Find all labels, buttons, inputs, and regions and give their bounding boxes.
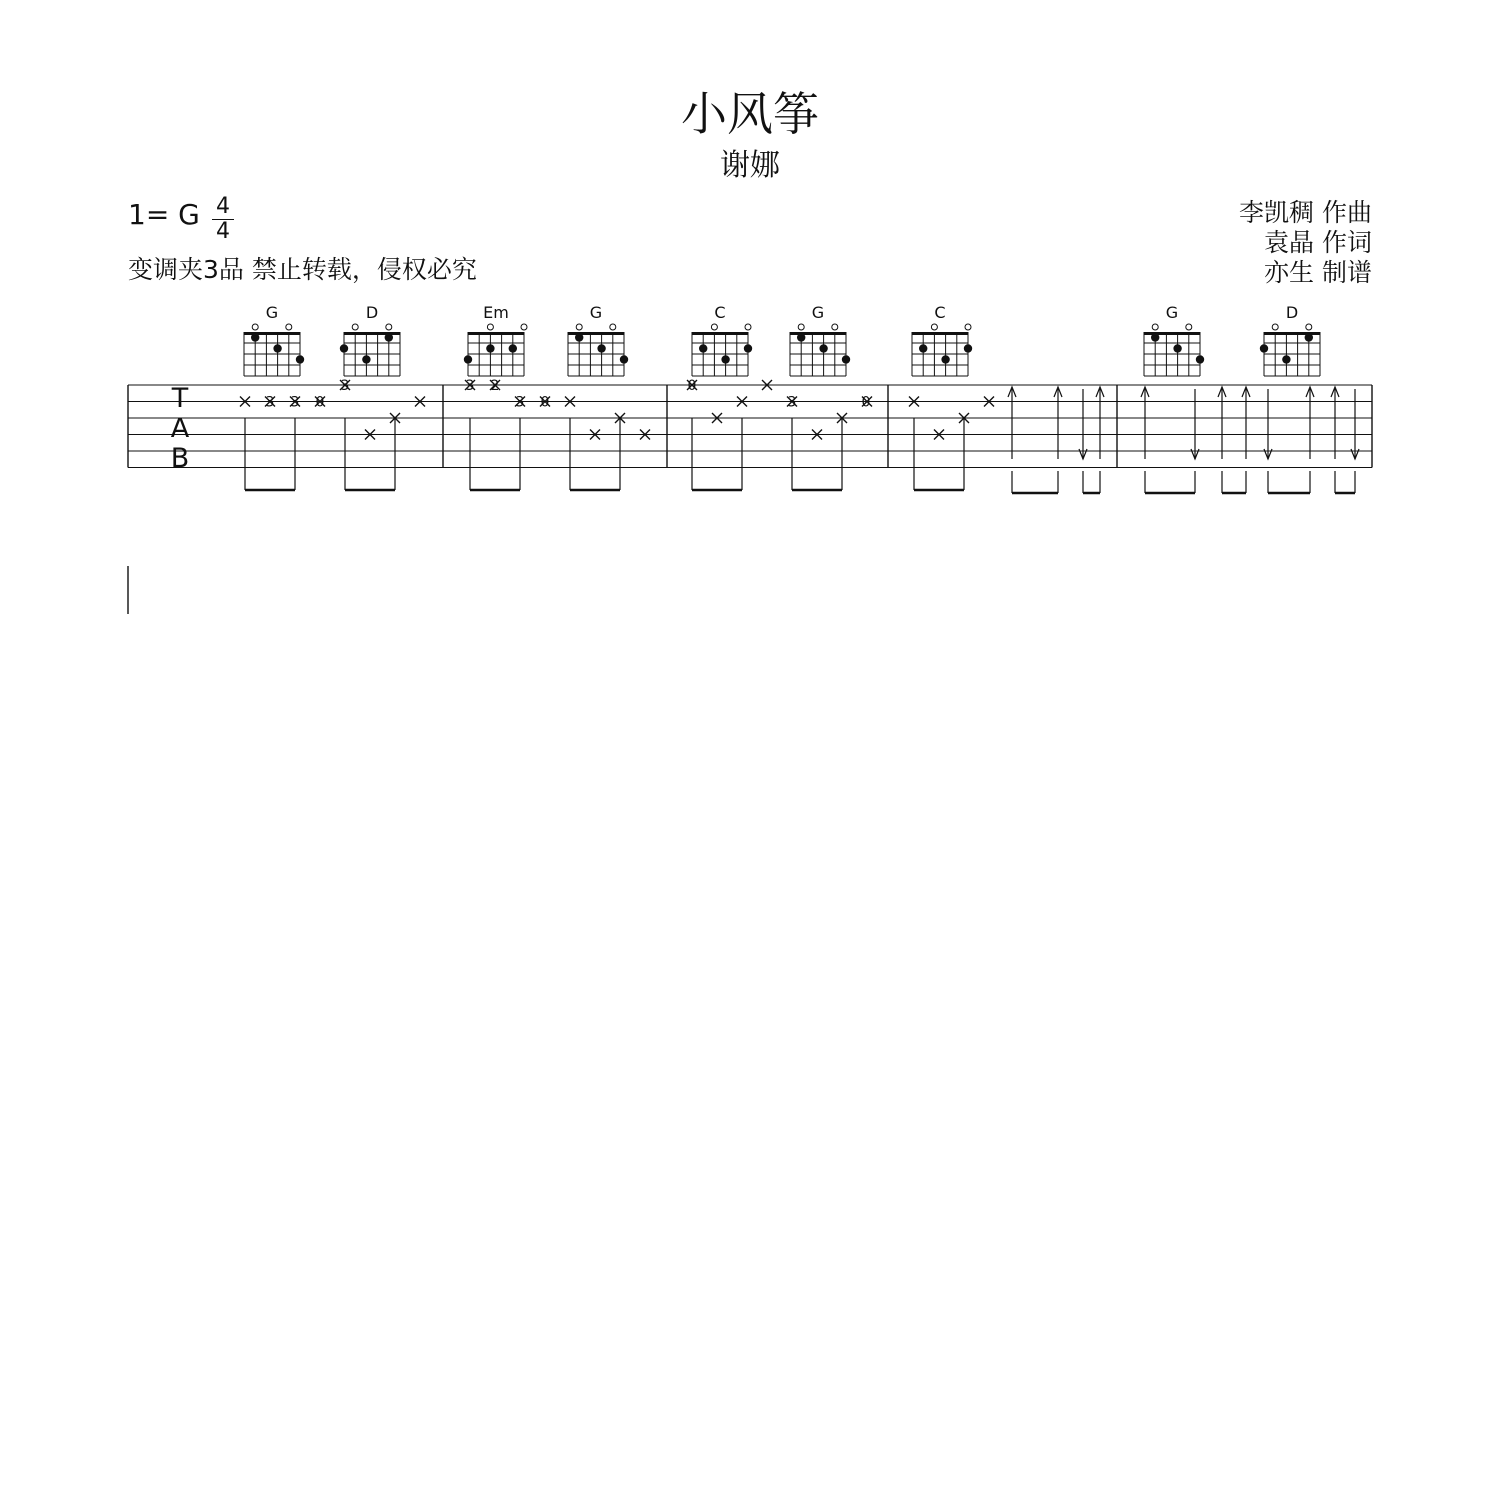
capo-note: 变调夹3品 禁止转载，侵权必究 — [128, 255, 477, 284]
composer-credit: 李凯稠 作曲 — [1239, 198, 1372, 227]
chord-name: D — [1285, 303, 1299, 322]
tab-fret-number: 0 — [315, 394, 325, 411]
chord-diagram-0-7 — [1144, 303, 1204, 376]
tab-fret-number: 0 — [687, 378, 697, 394]
chord-diagram-0-5 — [790, 303, 850, 376]
finger-dot — [964, 344, 972, 352]
tab-fret-number: 3 — [515, 394, 525, 411]
open-string-mark — [931, 324, 937, 330]
finger-dot — [296, 355, 304, 363]
tab-fret-number: 3 — [465, 378, 475, 394]
open-string-mark — [745, 324, 751, 330]
chord-diagram-0-0 — [244, 303, 304, 376]
tab-clef-T: T — [171, 383, 189, 414]
open-string-mark — [1306, 324, 1312, 330]
artist-name: 谢娜 — [720, 148, 780, 183]
chord-nut — [912, 332, 968, 335]
finger-dot — [721, 355, 729, 363]
tab-fret-number: 3 — [787, 394, 797, 411]
finger-dot — [1282, 355, 1290, 363]
time-numerator: 4 — [216, 194, 230, 219]
finger-dot — [464, 355, 472, 363]
transcriber-credit: 亦生 制谱 — [1264, 258, 1372, 287]
finger-dot — [842, 355, 850, 363]
chord-name: C — [714, 303, 726, 322]
tab-clef-B: B — [170, 443, 190, 474]
tab-fret-number: 3 — [290, 394, 300, 411]
chord-name: G — [811, 303, 825, 322]
finger-dot — [1151, 333, 1159, 341]
finger-dot — [941, 355, 949, 363]
chord-diagram-0-3 — [568, 303, 628, 376]
chord-diagram-0-2 — [464, 303, 527, 376]
open-string-mark — [487, 324, 493, 330]
open-string-mark — [1152, 324, 1158, 330]
finger-dot — [273, 344, 281, 352]
tab-fret-number: 3 — [265, 394, 275, 411]
open-string-mark — [965, 324, 971, 330]
finger-dot — [597, 344, 605, 352]
tab-fret-number: 0 — [540, 394, 550, 411]
finger-dot — [251, 333, 259, 341]
finger-dot — [385, 333, 393, 341]
open-string-mark — [286, 324, 292, 330]
chord-name: G — [1165, 303, 1179, 322]
chord-name: D — [365, 303, 379, 322]
finger-dot — [1305, 333, 1313, 341]
chord-diagram-0-4 — [692, 303, 752, 376]
chord-diagram-0-6 — [912, 303, 972, 376]
open-string-mark — [352, 324, 358, 330]
open-string-mark — [252, 324, 258, 330]
finger-dot — [1196, 355, 1204, 363]
chord-name: Em — [483, 303, 509, 322]
open-string-mark — [798, 324, 804, 330]
finger-dot — [340, 344, 348, 352]
finger-dot — [797, 333, 805, 341]
open-string-mark — [386, 324, 392, 330]
finger-dot — [1260, 344, 1268, 352]
chord-diagram-0-8 — [1260, 303, 1320, 376]
song-title: 小风筝 — [681, 87, 819, 141]
tab-fret-number: 3 — [340, 378, 350, 394]
chord-nut — [692, 332, 748, 335]
open-string-mark — [521, 324, 527, 330]
time-denominator: 4 — [216, 219, 230, 244]
open-string-mark — [576, 324, 582, 330]
finger-dot — [919, 344, 927, 352]
finger-dot — [699, 344, 707, 352]
chord-nut — [468, 332, 524, 335]
open-string-mark — [610, 324, 616, 330]
strum-pattern-0 — [1008, 387, 1359, 493]
open-string-mark — [832, 324, 838, 330]
open-string-mark — [1272, 324, 1278, 330]
finger-dot — [362, 355, 370, 363]
tab-clef-A: A — [170, 413, 190, 444]
finger-dot — [1173, 344, 1181, 352]
chord-diagram-0-1 — [340, 303, 400, 376]
finger-dot — [486, 344, 494, 352]
finger-dot — [744, 344, 752, 352]
chord-name: G — [265, 303, 279, 322]
open-string-mark — [1186, 324, 1192, 330]
tab-fret-number: 2 — [490, 378, 500, 394]
finger-dot — [819, 344, 827, 352]
chord-name: G — [589, 303, 603, 322]
chord-name: C — [934, 303, 946, 322]
open-string-mark — [711, 324, 717, 330]
lyricist-credit: 袁晶 作词 — [1264, 228, 1372, 257]
tab-fret-number: 0 — [861, 394, 871, 411]
finger-dot — [575, 333, 583, 341]
finger-dot — [509, 344, 517, 352]
finger-dot — [620, 355, 628, 363]
key-signature: 1= G — [128, 198, 200, 231]
